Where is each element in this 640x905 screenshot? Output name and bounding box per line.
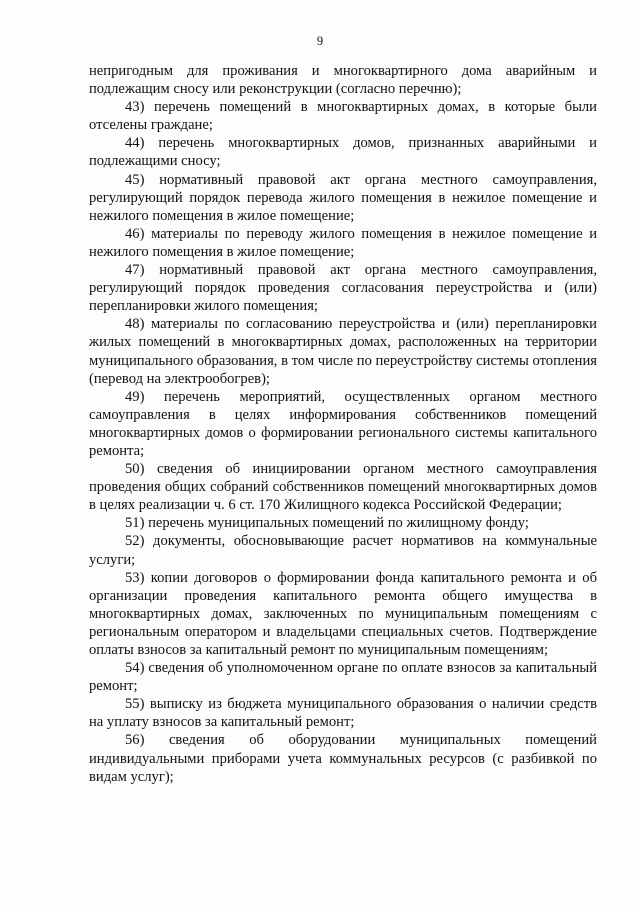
list-item-43: 43) перечень помещений в многоквартирных домах, в которые были отселены граждане; — [89, 99, 597, 134]
list-item-46: 46) материалы по переводу жилого помещения в нежилое помещение и нежилого помещения в жилое помещение; — [89, 225, 597, 260]
list-item-55: 55) выписку из бюджета муниципального образования о наличии средств на уплату взносов за капитальный ремонт; — [89, 696, 597, 731]
document-body — [89, 62, 597, 786]
list-item-56: 56) сведения об оборудовании муниципальных помещений индивидуальными приборами учета коммунальных ресурсов (с разбивкой по видам услуг); — [89, 732, 597, 785]
page-number: 9 — [316, 34, 324, 48]
list-item-52: 52) документы, обосновывающие расчет нормативов на коммунальные услуги; — [89, 533, 597, 568]
list-item-51: 51) перечень муниципальных помещений по жилищному фонду; — [125, 515, 529, 532]
list-item-45: 45) нормативный правовой акт органа местного самоуправления, регулирующий порядок перевода жилого помещения в нежилое помещение и нежилого помещения в жилое помещение; — [89, 171, 597, 224]
list-item-49: 49) перечень мероприятий, осуществленных органом местного самоуправления в целях информирования собственников помещений многоквартирных домов о формировании регионального системы капитального ремонта; — [89, 388, 597, 459]
list-item-47: 47) нормативный правовой акт органа местного самоуправления, регулирующий порядок проведения согласования переустройства и (или) перепланировки жилого помещения; — [89, 262, 597, 315]
list-item-44: 44) перечень многоквартирных домов, признанных аварийными и подлежащими сносу; — [89, 135, 597, 170]
list-item-48: 48) материалы по согласованию переустройства и (или) перепланировки жилых помещений в многоквартирных домах, расположенных на территории муниципального образования, в том числе по переустройству системы отопления (перевод на электрообогрев); — [89, 316, 597, 387]
list-item-54: 54) сведения об уполномоченном органе по оплате взносов за капитальный ремонт; — [89, 660, 597, 695]
list-item-50: 50) сведения об инициировании органом местного самоуправления проведения общих собраний собственников помещений многоквартирных домов в целях реализации ч. 6 ст. 170 Жилищного кодекса Российской Федерации; — [89, 461, 597, 514]
paragraph-continuation: непригодным для проживания и многоквартирного дома аварийным и подлежащим сносу или реконструкции (согласно перечню); — [89, 63, 597, 98]
list-item-53: 53) копии договоров о формировании фонда капитального ремонта и об организации проведения капитального ремонта общего имущества в многоквартирных домах, заключенных по муниципальным помещениям с региональным оператором и владельцами специальных счетов. Подтверждение оплаты взносов за капитальный ремонт по муниципальным помещениям; — [89, 569, 597, 658]
